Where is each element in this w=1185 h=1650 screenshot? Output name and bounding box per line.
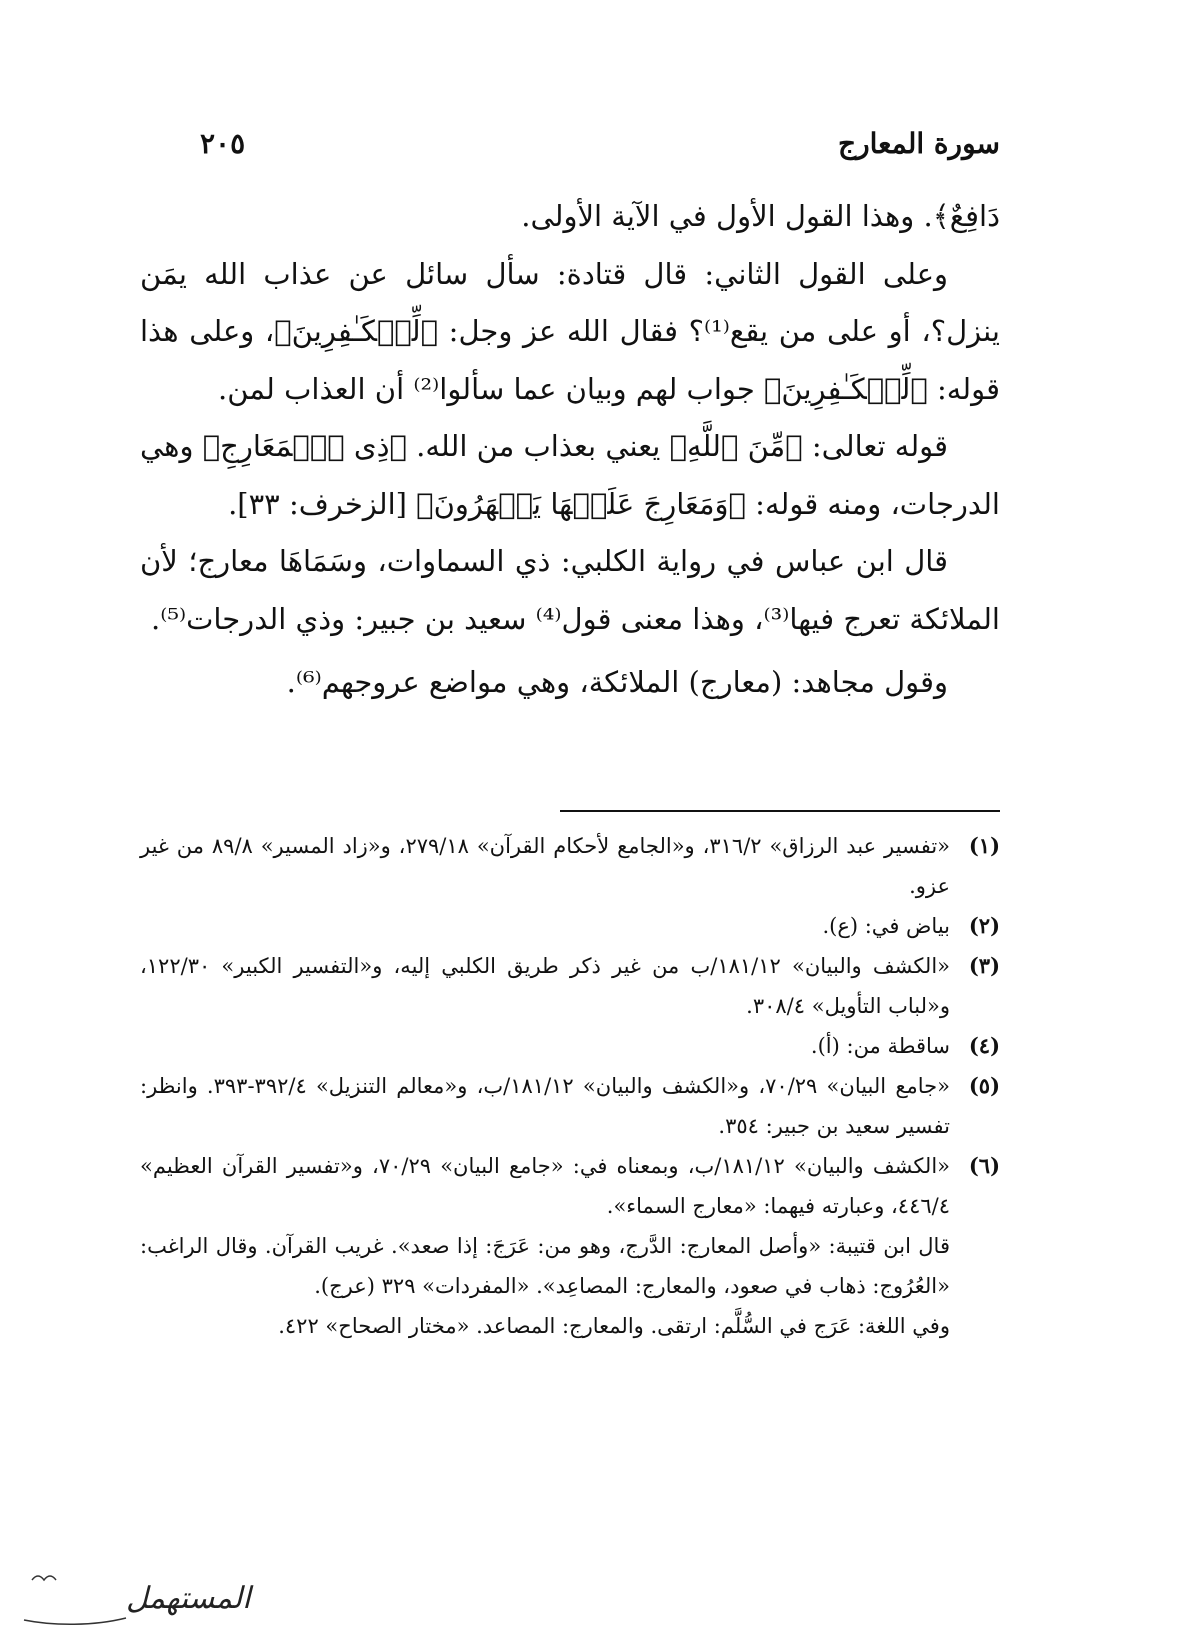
footnote [140, 906, 1000, 946]
footnote [140, 1066, 1000, 1146]
footnote [140, 826, 1000, 906]
footnote-number: (٦) [968, 1153, 1000, 1178]
paragraph: قال ابن عباس في رواية الكلبي: ذي السماوات، وسَمَاهَا معارج؛ لأن الملائكة تعرج فيها⁽³⁾، وهذا معنى قول⁽⁴⁾ سعيد بن جبير: وذي الدرجات⁽⁵⁾. [140, 544, 1000, 636]
watermark-text: المستهمل [126, 1581, 251, 1616]
page-header [200, 118, 1000, 168]
footnote [140, 1026, 1000, 1066]
footnote-text: ساقطة من: (أ). [810, 1034, 950, 1058]
footnote-separator [560, 810, 1000, 812]
footnote-text: بياض في: (ع). [822, 914, 950, 938]
paragraph: دَافِعٌ﴾. وهذا القول الأول في الآية الأولى. [521, 199, 1000, 233]
paragraph: قوله تعالى: ﴿مِّنَ ٱللَّهِ﴾ يعني بعذاب من الله. ﴿ذِى ٱلۡمَعَارِجِ﴾ وهي الدرجات، ومنه قوله: ﴿وَمَعَارِجَ عَلَيۡهَا يَظۡهَرُونَ﴾ [الزخرف: ٣٣]. [140, 429, 1000, 521]
footnote-number: (٥) [968, 1073, 1000, 1098]
footnote-number: (٢) [968, 913, 1000, 938]
footnotes [140, 826, 1000, 1346]
main-text [140, 188, 1000, 712]
footnote-text: «جامع البيان» ٧٠/٢٩، و«الكشف والبيان» ١٨١/١٢/ب، و«معالم التنزيل» ٣٩٢/٤-٣٩٣. وانظر: تفسير سعيد بن جبير: ٣٥٤. [140, 1074, 950, 1138]
footnote [140, 1146, 1000, 1226]
footnote-number: (٣) [968, 953, 1000, 978]
footnote-number: (١) [968, 833, 1000, 858]
paragraph: وقول مجاهد: (معارج) الملائكة، وهي مواضع عروجهم⁽⁶⁾. [286, 665, 948, 699]
footnote-continuation: وفي اللغة: عَرَج في السُّلَّم: ارتقى. والمعارج: المصاعد. «مختار الصحاح» ٤٢٢. [278, 1314, 950, 1338]
footnote [140, 946, 1000, 1026]
footnote-number: (٤) [968, 1033, 1000, 1058]
footnote-continuation: قال ابن قتيبة: «وأصل المعارج: الدَّرج، وهو من: عَرَجَ: إذا صعد». غريب القرآن. وقال الراغب: «العُرُوج: ذهاب في صعود، والمعارج: المصاعِد». «المفردات» ٣٢٩ (عرج). [140, 1234, 950, 1298]
publisher-watermark-logo [14, 1568, 251, 1634]
page-number: ٢٠٥ [200, 126, 246, 160]
footnote-text: «تفسير عبد الرزاق» ٣١٦/٢، و«الجامع لأحكام القرآن» ٢٧٩/١٨، و«زاد المسير» ٨٩/٨ من غير عزو. [140, 834, 951, 898]
surah-title: سورة المعارج [838, 126, 1000, 160]
footnote-text: «الكشف والبيان» ١٨١/١٢/ب من غير ذكر طريق الكلبي إليه، و«التفسير الكبير» ١٢٢/٣٠، و«لباب التأويل» ٣٠٨/٤. [140, 954, 951, 1018]
footnote-text: «الكشف والبيان» ١٨١/١٢/ب، وبمعناه في: «جامع البيان» ٧٠/٢٩، و«تفسير القرآن العظيم» ٤٤٦/٤، وعبارته فيهما: «معارج السماء». [140, 1154, 951, 1218]
paragraph: وعلى القول الثاني: قال قتادة: سأل سائل عن عذاب الله يمَن ينزل؟، أو على من يقع⁽¹⁾؟ فقال الله عز وجل: ﴿لِّلۡكَـٰفِرِينَ﴾، وعلى هذا قوله: ﴿لِّلۡكَـٰفِرِينَ﴾ جواب لهم وبيان عما سألوا⁽²⁾ أن العذاب لمن. [140, 256, 1000, 406]
